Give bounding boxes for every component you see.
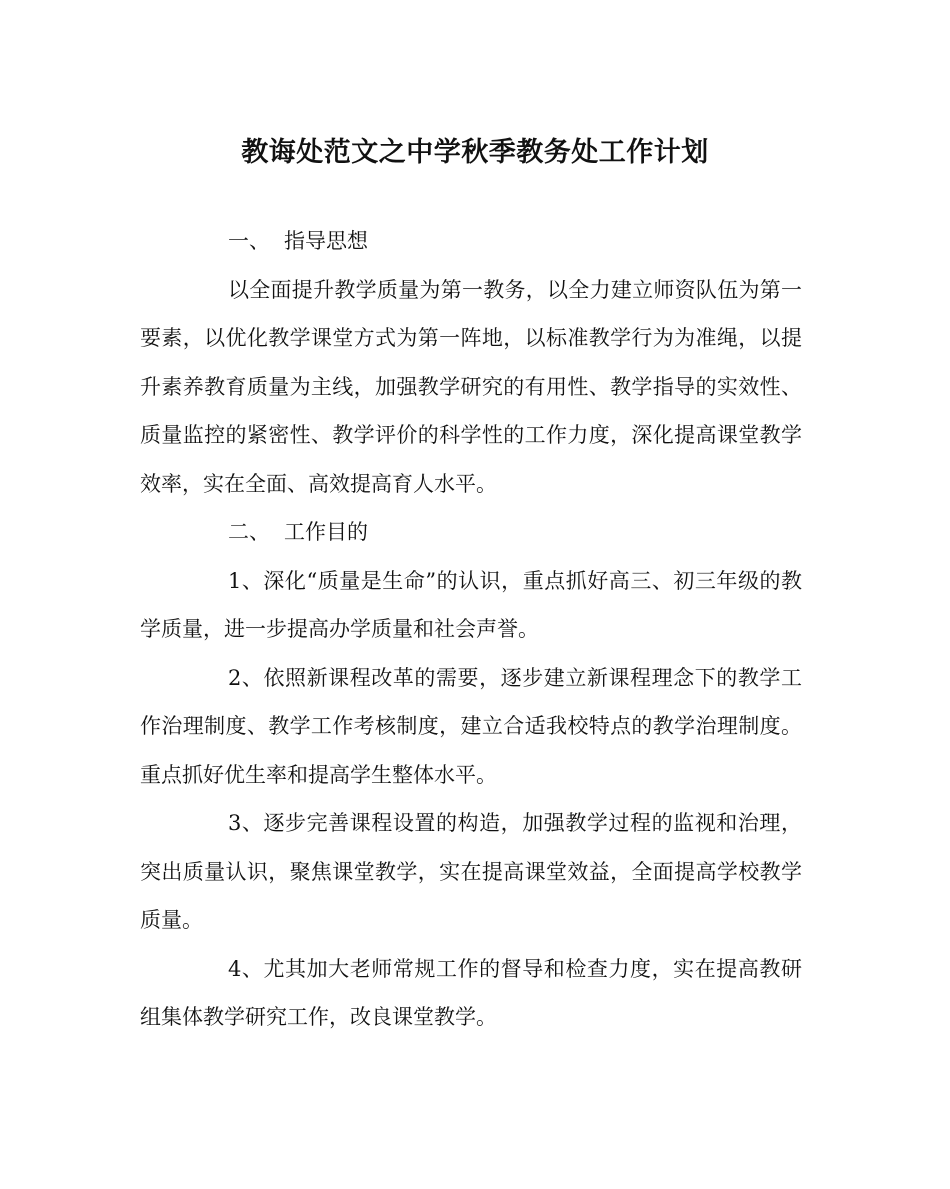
section-heading-text: 指导思想 [284,229,368,253]
document-title: 教诲处范文之中学秋季教务处工作计划 [241,137,709,168]
section-heading-text: 工作目的 [284,520,368,544]
paragraph-goal-3: 3、逐步完善课程设置的构造，加强教学过程的监视和治理，突出质量认识，聚焦课堂教学，实在提高课堂效益，全面提高学校教学质量。 [140,811,802,932]
section-number: 一、 [228,229,270,253]
paragraph-goal-2: 2、依照新课程改革的需要，逐步建立新课程理念下的教学工作治理制度、教学工作考核制度，建立合适我校特点的教学治理制度。重点抓好优生率和提高学生整体水平。 [140,665,802,787]
section-number: 二、 [228,520,270,544]
section-heading-1 [140,217,802,266]
paragraph-guiding-thought: 以全面提升教学质量为第一教务，以全力建立师资队伍为第一要素，以优化教学课堂方式为第一阵地，以标准教学行为为准绳，以提升素养教育质量为主线，加强教学研究的有用性、教学指导的实效性、质量监控的紧密性、教学评价的科学性的工作力度，深化提高课堂教学效率，实在全面、高效提高育人水平。 [140,277,802,496]
document-body [140,217,802,1042]
paragraph-goal-4: 4、尤其加大老师常规工作的督导和检查力度，实在提高教研组集体教学研究工作，改良课堂教学。 [140,956,802,1029]
section-heading-2 [140,508,802,557]
paragraph-goal-1: 1、深化“质量是生命”的认识，重点抓好高三、初三年级的教学质量，进一步提高办学质量和社会声誉。 [140,568,802,641]
